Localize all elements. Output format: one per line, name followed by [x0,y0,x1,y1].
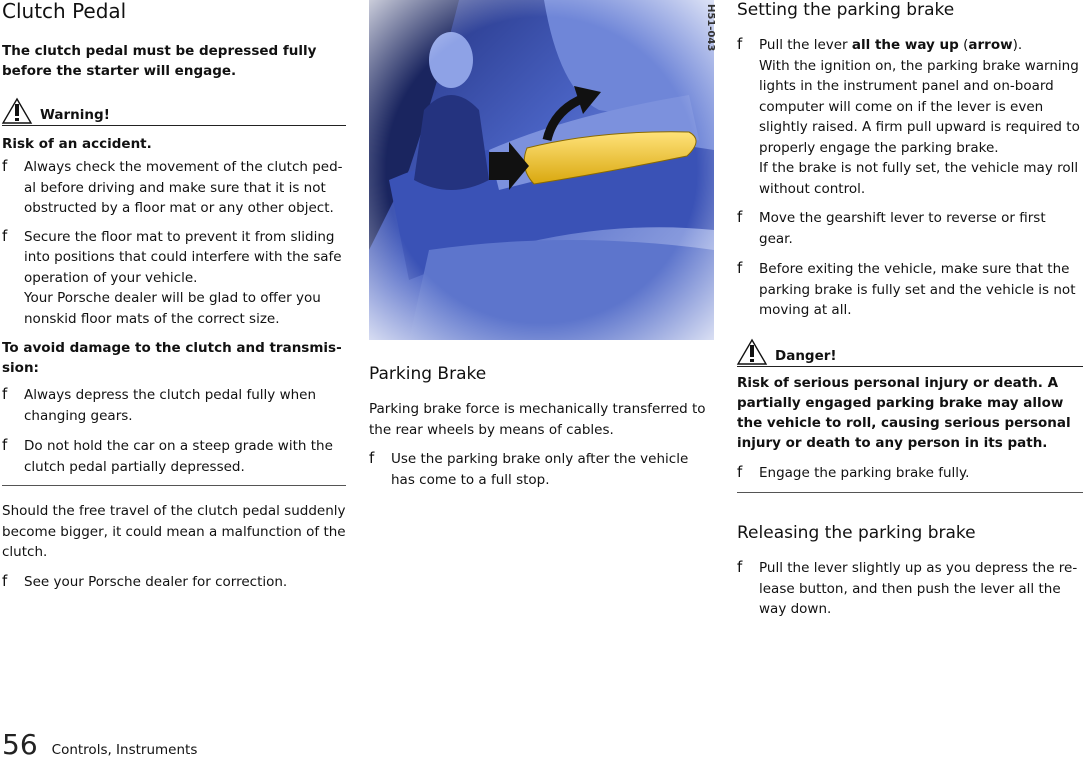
list-item [737,558,1083,620]
release-lever-text: Pull the lever slightly up as you depress the re-lease button, and then push the lever all the way down. [759,560,1078,617]
roll-without-control-text: If the brake is not fully set, the vehicle may roll without control. [759,160,1079,197]
parking-brake-intro: Parking brake force is mechanically transferred to the rear wheels by means of cables. [369,401,706,438]
bullet-icon: f [2,226,8,245]
bullet-icon: f [2,571,8,590]
parking-brake-title: Parking Brake [369,364,487,384]
warning-risk-text: Risk of an accident. [2,136,152,152]
image-code-label: H51-043 [705,4,716,52]
warning-label: Warning! [40,107,110,123]
gearshift-text: Move the gearshift lever to reverse or first gear. [759,210,1046,247]
danger-header [737,339,1083,367]
page-footer [2,730,197,760]
floor-mat-note: Your Porsche dealer will be glad to offer you nonskid floor mats of the correct size. [24,290,321,327]
parking-brake-illustration [369,0,714,340]
bullet-icon: f [2,436,8,454]
arrow-bold: arrow [968,37,1013,53]
list-item [737,259,1083,321]
divider [737,492,1083,493]
list-item [737,35,1083,199]
danger-text: Risk of serious personal injury or death. A partially engaged parking brake may allow the vehicle to roll, causing serious personal injury or death to any person in its path. [737,374,1071,451]
page-number: 56 [2,728,38,761]
list-item [2,572,346,593]
warning-triangle-icon [2,98,32,124]
floor-mat-text: Secure the floor mat to prevent it from sliding into positions that could interfere with the safe operation of your vehicle. [24,228,342,286]
full-stop-text: Use the parking brake only after the vehicle has come to a full stop. [391,451,689,488]
clutch-lead-text: The clutch pedal must be depressed fully before the starter will engage. [2,43,317,79]
see-dealer-text: See your Porsche dealer for correction. [24,573,288,590]
pull-lever-post: ). [1012,37,1023,53]
clutch-check-text: Always check the movement of the clutch ped-al before driving and make sure that it is not obstructed by a floor mat or any other object. [24,159,343,216]
bullet-icon: f [2,385,8,403]
list-item [2,157,346,219]
warning-lights-text: With the ignition on, the parking brake warning lights in the instrument panel and on-board computer will come on if the lever is even slightly raised. A firm pull upward is required to properly engage the parking brake. [759,57,1080,156]
avoid-damage-text: To avoid damage to the clutch and transmis-sion: [2,340,342,376]
right-column [737,0,1083,620]
list-item [2,436,346,477]
pull-lever-bold: all the way up [851,37,959,53]
steep-grade-text: Do not hold the car on a steep grade with the clutch pedal partially depressed. [24,438,333,475]
section-title: Controls, Instruments [51,742,198,758]
divider [2,485,346,486]
left-column [2,0,346,592]
pull-lever-mid: ( [958,37,969,53]
list-item [2,227,346,330]
list-item [2,385,346,426]
bullet-icon: f [737,462,743,481]
list-item [369,449,715,490]
list-item [737,208,1083,249]
bullet-icon: f [737,35,743,53]
bullet-icon: f [369,449,375,467]
bullet-icon: f [737,259,743,277]
bullet-icon: f [2,157,8,175]
bullet-icon: f [737,558,743,576]
danger-label: Danger! [775,347,837,364]
middle-column [369,0,715,490]
danger-triangle-icon [737,339,767,365]
list-item [737,463,1083,484]
clutch-pedal-title: Clutch Pedal [2,0,127,23]
depress-pedal-text: Always depress the clutch pedal fully when changing gears. [24,387,317,424]
engage-fully-text: Engage the parking brake fully. [759,464,970,481]
setting-brake-title: Setting the parking brake [737,0,955,20]
warning-header [2,98,346,126]
exiting-vehicle-text: Before exiting the vehicle, make sure that the parking brake is fully set and the vehicle is not moving at all. [759,261,1076,318]
releasing-brake-title: Releasing the parking brake [737,523,976,543]
free-travel-text: Should the free travel of the clutch pedal suddenly become bigger, it could mean a malfunction of the clutch. [2,503,346,560]
pull-lever-pre: Pull the lever [759,37,852,53]
bullet-icon: f [737,208,743,226]
